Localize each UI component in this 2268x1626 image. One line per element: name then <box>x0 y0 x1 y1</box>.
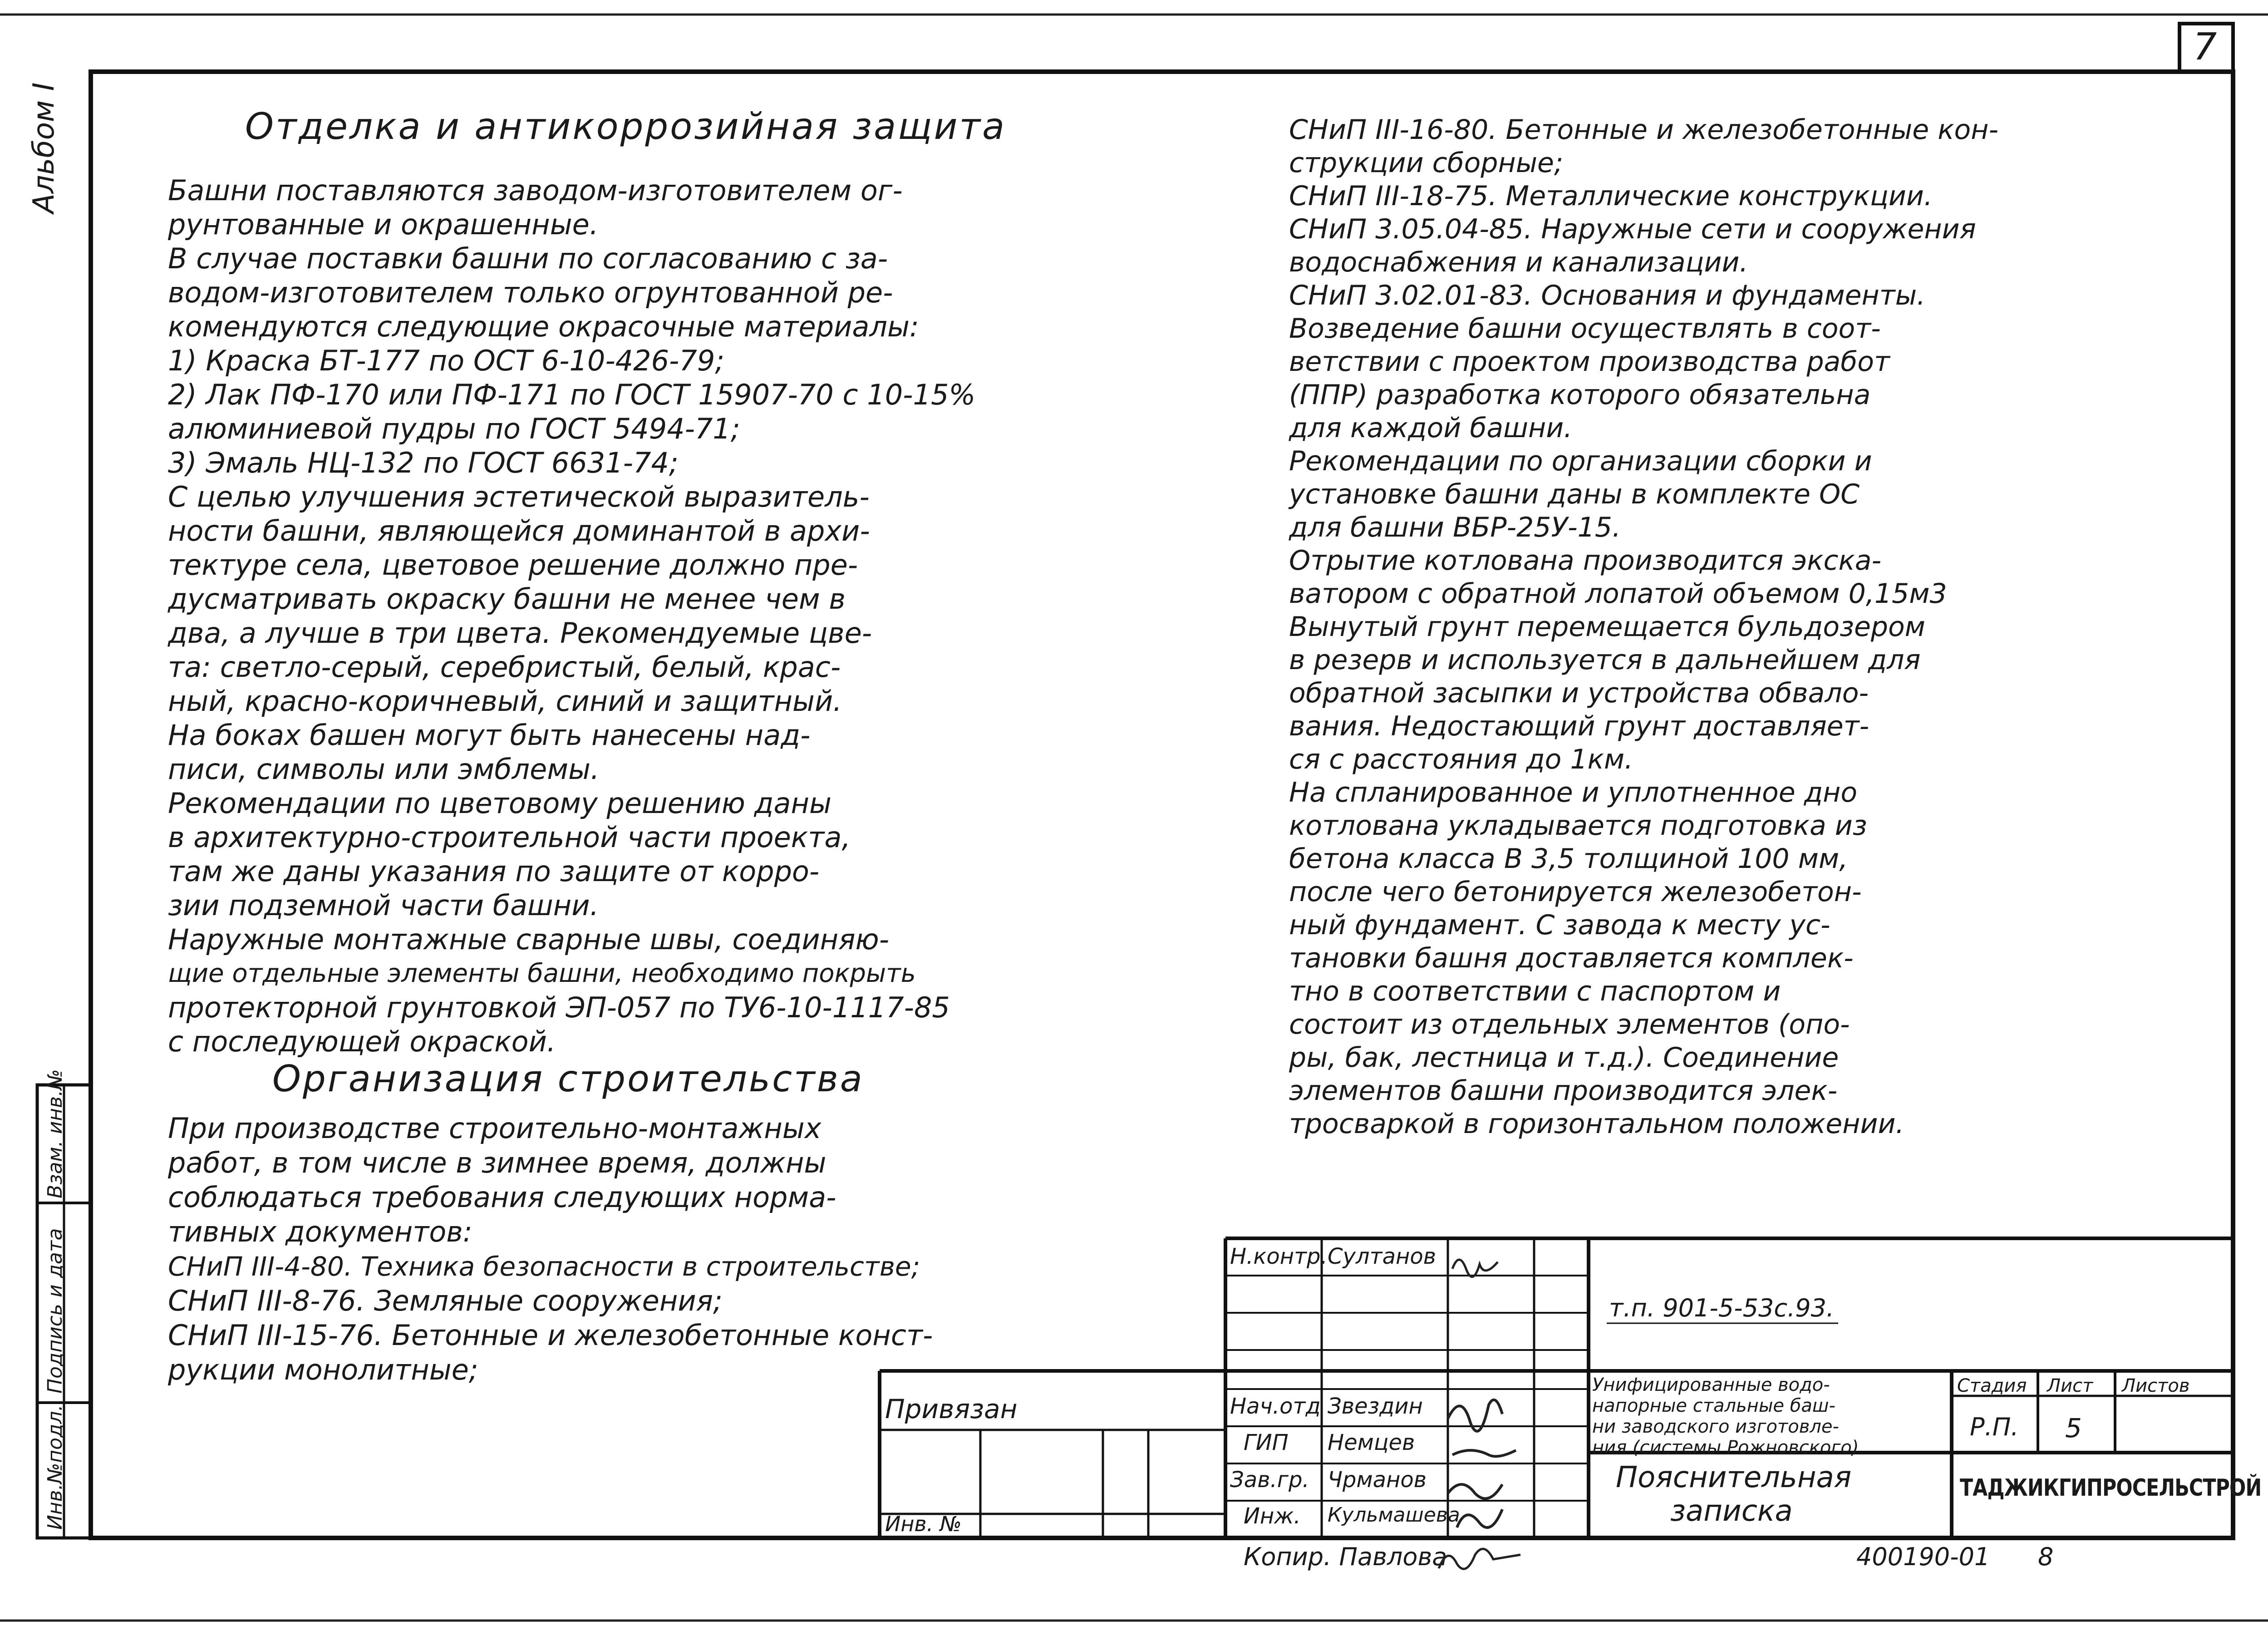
text-line: СНиП III-18-75. Металлические конструкции. <box>1289 180 1933 212</box>
left-text-block-2 <box>168 1111 933 1387</box>
text-line: водом-изготовителем только огрунтованной ре- <box>168 276 893 309</box>
text-line: ности башни, являющейся доминантой в архи- <box>168 514 870 547</box>
text-line: С целью улучшения эстетической выразитель- <box>168 480 870 513</box>
text-line: ный, красно-коричневый, синий и защитный. <box>168 685 842 718</box>
text-line: соблюдаться требования следующих норма- <box>168 1181 836 1214</box>
signature-marks <box>1443 1242 1552 1541</box>
text-line: обратной засыпки и устройства обвало- <box>1289 677 1869 709</box>
organization-name: ТАДЖИКГИПРОСЕЛЬСТРОЙ <box>1960 1474 2262 1502</box>
sheets-header: Листов <box>2122 1375 2190 1396</box>
text-line: ры, бак, лестница и т.д.). Соединение <box>1289 1042 1839 1074</box>
role-inzh: Инж. <box>1244 1503 1301 1529</box>
text-line: писи, символы или эмблемы. <box>168 753 600 786</box>
text-line: В случае поставки башни по согласованию с за- <box>168 242 888 275</box>
text-line: элементов башни производится элек- <box>1289 1075 1838 1107</box>
text-line: котлована укладывается подготовка из <box>1289 810 1867 842</box>
heading-construction-organization: Организация строительства <box>272 1058 864 1100</box>
description-line: ния (системы Рожновского) <box>1592 1437 1859 1458</box>
text-line: Возведение башни осуществлять в соот- <box>1289 313 1881 345</box>
text-line: в резерв и используется в дальнейшем для <box>1289 644 1921 676</box>
text-line: Вынутый грунт перемещается бульдозером <box>1289 611 1925 643</box>
text-line: комендуются следующие окрасочные материалы: <box>168 310 919 343</box>
privyazan-label: Привязан <box>885 1394 1018 1424</box>
description-line: ни заводского изготовле- <box>1592 1416 1839 1437</box>
name-nach-otd: Звездин <box>1328 1394 1423 1419</box>
sheet-header: Лист <box>2047 1375 2093 1396</box>
text-line: бетона класса В 3,5 толщиной 100 мм, <box>1289 843 1848 875</box>
text-line: Рекомендации по организации сборки и <box>1289 445 1872 477</box>
text-line: тектуре села, цветовое решение должно пре- <box>168 548 858 581</box>
text-line: вания. Недостающий грунт доставляет- <box>1289 710 1870 742</box>
text-line: На спланированное и уплотненное дно <box>1289 777 1858 808</box>
text-line: алюминиевой пудры по ГОСТ 5494-71; <box>168 412 740 445</box>
role-n-kontr: Н.контр. <box>1230 1244 1328 1269</box>
text-line: та: светло-серый, серебристый, белый, крас- <box>168 650 841 684</box>
text-line: щие отдельные элементы башни, необходимо покрыть <box>168 959 916 988</box>
copier-signature <box>1434 1541 1543 1577</box>
text-line: Наружные монтажные сварные швы, соединяю- <box>168 923 890 956</box>
text-line: там же даны указания по защите от корро- <box>168 855 820 888</box>
sheet-value: 5 <box>2065 1413 2082 1444</box>
text-line: протекторной грунтовкой ЭП-057 по ТУ6-10-1117-85 <box>168 991 950 1024</box>
side-label-signature-date: Подпись и дата <box>44 1228 67 1394</box>
text-line: На боках башен могут быть нанесены над- <box>168 719 811 752</box>
name-n-kontr: Султанов <box>1328 1244 1437 1269</box>
text-line: СНиП III-15-76. Бетонные и железобетонные конст- <box>168 1319 933 1352</box>
text-line: ветствии с проектом производства работ <box>1289 346 1890 378</box>
text-line: в архитектурно-строительной части проекта, <box>168 821 851 854</box>
order-sheet: 8 <box>2038 1542 2054 1571</box>
right-text-block <box>1289 113 1998 1141</box>
name-zav-gr: Чрманов <box>1328 1467 1427 1493</box>
text-line: тивных документов: <box>168 1215 472 1248</box>
doc-title-line-1: Пояснительная <box>1616 1461 1852 1494</box>
text-line: ный фундамент. С завода к месту ус- <box>1289 909 1830 941</box>
text-line: работ, в том числе в зимнее время, должны <box>168 1146 827 1179</box>
text-line: СНиП 3.05.04-85. Наружные сети и сооружения <box>1289 213 1976 245</box>
name-gip: Немцев <box>1328 1430 1415 1455</box>
text-line: струкции сборные; <box>1289 147 1564 179</box>
text-line: СНиП 3.02.01-83. Основания и фундаменты. <box>1289 280 1926 311</box>
text-line: рукции монолитные; <box>168 1353 478 1386</box>
text-line: после чего бетонируется железобетон- <box>1289 876 1862 908</box>
side-label-vzam-inv: Взам. инв.№ <box>44 1069 67 1198</box>
page-number: 7 <box>2193 25 2217 69</box>
text-line: дусматривать окраску башни не менее чем в <box>168 582 846 616</box>
text-line: тно в соответствии с паспортом и <box>1289 976 1781 1007</box>
text-line: тросваркой в горизонтальном положении. <box>1289 1108 1904 1140</box>
role-nach-otd: Нач.отд <box>1230 1394 1321 1419</box>
description-line: Унифицированные водо- <box>1592 1375 1830 1395</box>
text-line: (ППР) разработка которого обязательна <box>1289 379 1871 411</box>
text-line: 2) Лак ПФ-170 или ПФ-171 по ГОСТ 15907-70 с 10-15% <box>168 378 976 411</box>
text-line: СНиП III-8-76. Земляные сооружения; <box>168 1284 723 1317</box>
text-line: два, а лучше в три цвета. Рекомендуемые цве- <box>168 616 872 650</box>
text-line: зии подземной части башни. <box>168 889 599 922</box>
description-line: напорные стальные баш- <box>1592 1395 1835 1416</box>
text-line: 3) Эмаль НЦ-132 по ГОСТ 6631-74; <box>168 446 679 479</box>
text-line: с последующей окраской. <box>168 1025 556 1058</box>
doc-title-line-2: записка <box>1670 1494 1793 1528</box>
album-label: Альбом I <box>27 82 61 213</box>
stage-value: Р.П. <box>1970 1413 2019 1441</box>
copied-by: Копир. Павлова <box>1244 1542 1447 1571</box>
text-line: СНиП III-16-80. Бетонные и железобетонные кон- <box>1289 114 1999 146</box>
text-line: рунтованные и окрашенные. <box>168 208 599 241</box>
stage-header: Стадия <box>1957 1375 2027 1396</box>
text-line: водоснабжения и канализации. <box>1289 246 1748 278</box>
side-label-inv-podl: Инв.№подл. <box>44 1404 67 1530</box>
role-zav-gr: Зав.гр. <box>1230 1467 1309 1493</box>
text-line: ся с расстояния до 1км. <box>1289 744 1633 775</box>
text-line: установке башни даны в комплекте ОС <box>1289 478 1860 510</box>
text-line: для каждой башни. <box>1289 412 1573 444</box>
left-text-block-1 <box>168 173 975 1059</box>
heading-finishing-protection: Отделка и антикоррозийная защита <box>245 105 1007 148</box>
project-code: т.п. 901-5-53с.93. <box>1609 1294 1835 1322</box>
text-line: Башни поставляются заводом-изготовителем ог- <box>168 174 903 207</box>
text-line: Рекомендации по цветовому решению даны <box>168 787 831 820</box>
text-line: При производстве строительно-монтажных <box>168 1112 822 1145</box>
role-gip: ГИП <box>1244 1430 1289 1455</box>
text-line: тановки башня доставляется комплек- <box>1289 942 1854 974</box>
text-line: состоит из отдельных элементов (опо- <box>1289 1009 1850 1040</box>
order-number: 400190-01 <box>1856 1542 1990 1571</box>
inv-no-label: Инв. № <box>885 1512 962 1536</box>
text-line: ватором с обратной лопатой объемом 0,15м3 <box>1289 578 1947 610</box>
text-line: 1) Краска БТ-177 по ОСТ 6-10-426-79; <box>168 344 725 377</box>
text-line: для башни ВБР-25У-15. <box>1289 512 1621 543</box>
name-inzh: Кульмашева <box>1328 1503 1460 1527</box>
text-line: Отрытие котлована производится экска- <box>1289 545 1882 576</box>
text-line: СНиП III-4-80. Техника безопасности в строительстве; <box>168 1251 920 1282</box>
project-description <box>1592 1375 1859 1458</box>
